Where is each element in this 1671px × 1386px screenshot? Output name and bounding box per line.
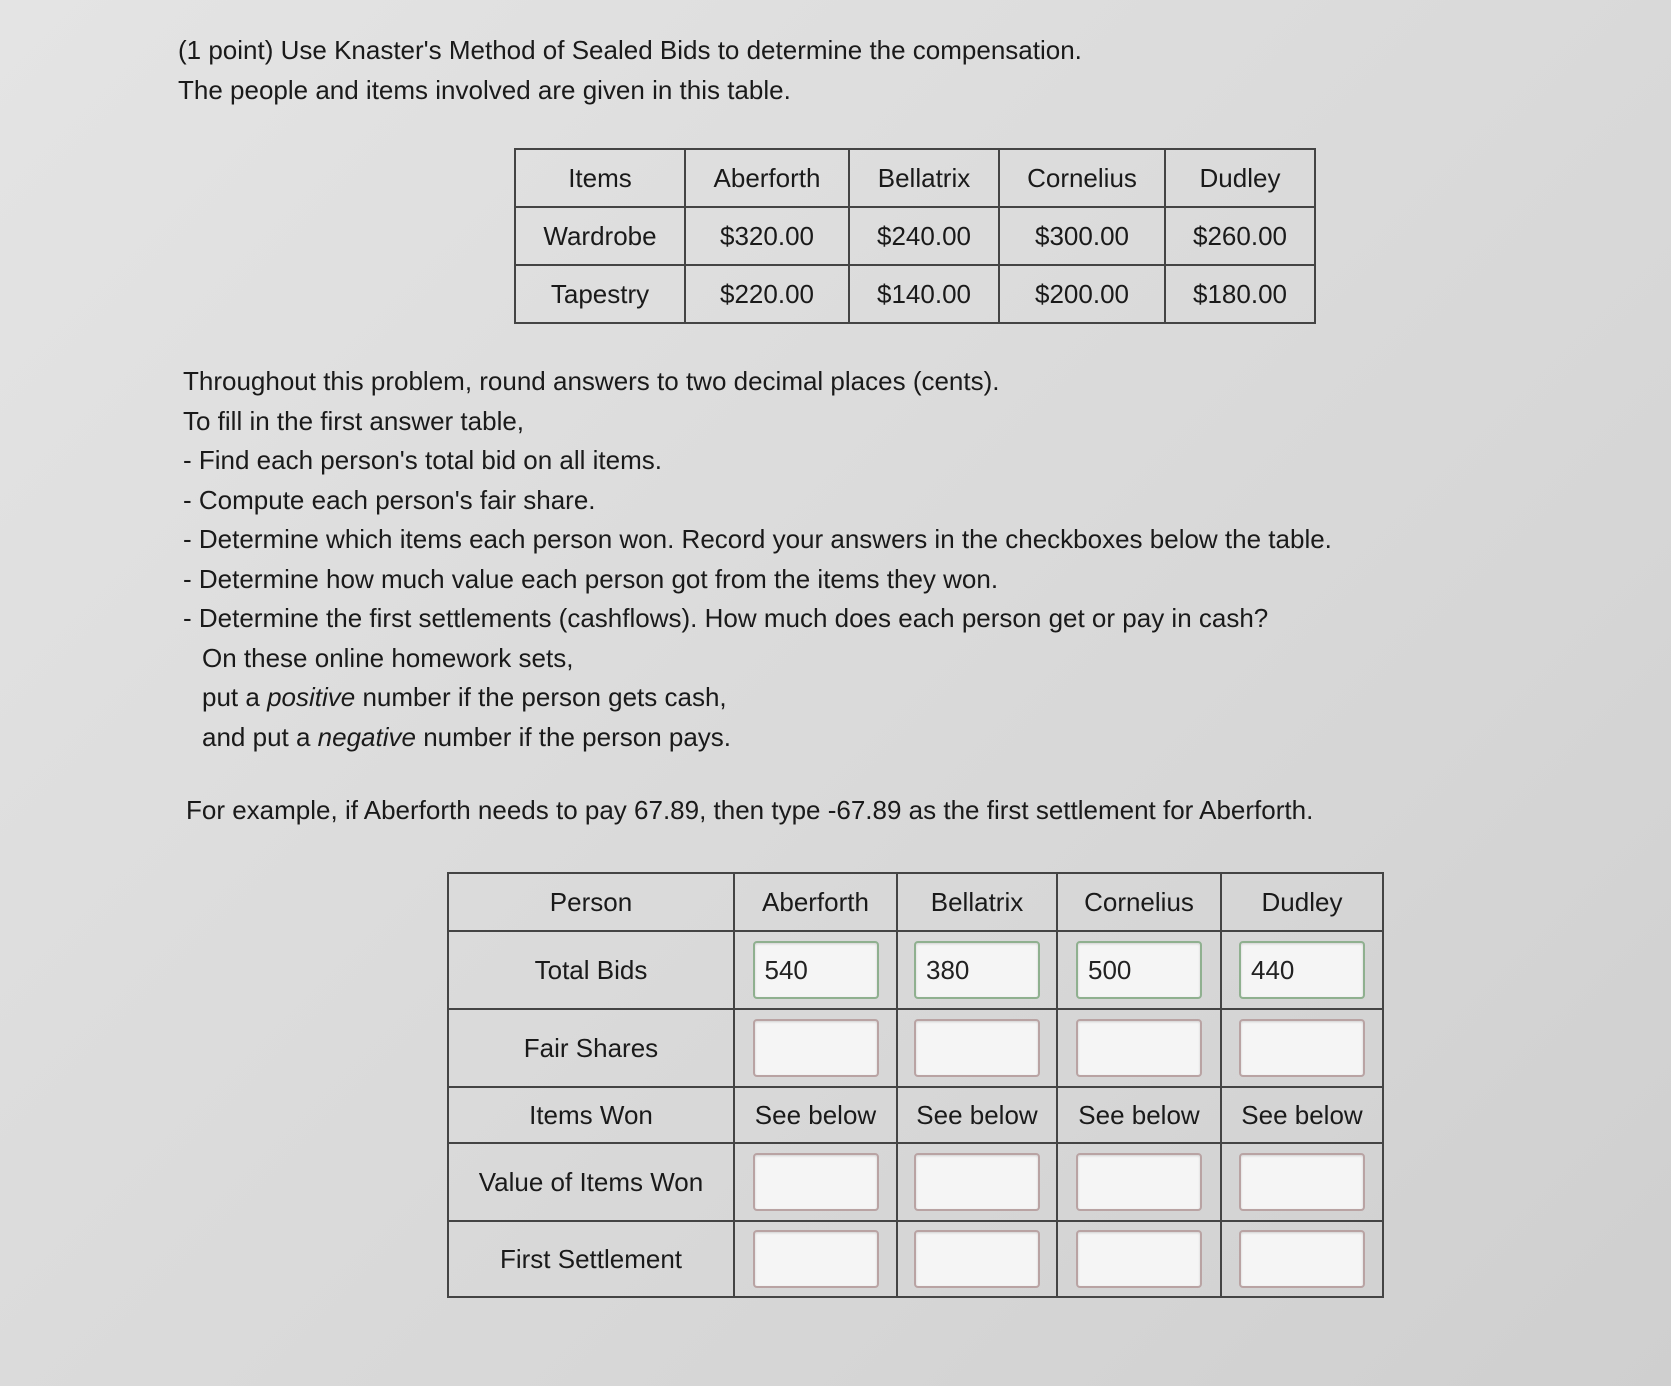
bid-cell: $200.00 — [999, 265, 1165, 323]
bids-table-header — [515, 149, 1315, 207]
bid-cell: $240.00 — [849, 207, 999, 265]
fair-share-input-aberforth[interactable] — [753, 1019, 879, 1077]
value-won-input-aberforth[interactable] — [753, 1153, 879, 1211]
value-won-input-dudley[interactable] — [1239, 1153, 1365, 1211]
header-cell: Dudley — [1165, 149, 1315, 207]
emphasis-positive: positive — [267, 682, 356, 712]
instruction-line: - Determine the first settlements (cashflows). How much does each person get or pay in cash? — [183, 603, 1269, 633]
total-bids-input-dudley[interactable] — [1239, 941, 1365, 999]
header-cell: Aberforth — [734, 873, 897, 931]
header-cell: Bellatrix — [897, 873, 1057, 931]
example-text: For example, if Aberforth needs to pay 67.89, then type -67.89 as the first settlement for Aberforth. — [186, 795, 1314, 825]
items-won-cell: See below — [897, 1087, 1057, 1143]
instruction-line: - Find each person's total bid on all items. — [183, 445, 662, 475]
instructions — [183, 362, 1332, 757]
answer-table-header — [448, 873, 1383, 931]
settlement-input-aberforth[interactable] — [753, 1230, 879, 1288]
instruction-line: Throughout this problem, round answers to two decimal places (cents). — [183, 366, 1000, 396]
value-won-input-bellatrix[interactable] — [914, 1153, 1040, 1211]
table-row — [515, 207, 1315, 265]
header-cell: Aberforth — [685, 149, 849, 207]
fair-share-input-cornelius[interactable] — [1076, 1019, 1202, 1077]
header-cell: Person — [448, 873, 734, 931]
instruction-line: - Determine which items each person won. Record your answers in the checkboxes below the table. — [183, 524, 1332, 554]
heading-line-2: The people and items involved are given in this table. — [178, 75, 791, 105]
instruction-line — [183, 718, 1332, 758]
table-row — [448, 1221, 1383, 1297]
fair-share-input-dudley[interactable] — [1239, 1019, 1365, 1077]
instruction-line — [183, 678, 1332, 718]
table-row — [448, 1087, 1383, 1143]
bid-cell: $320.00 — [685, 207, 849, 265]
table-row — [515, 265, 1315, 323]
settlement-input-dudley[interactable] — [1239, 1230, 1365, 1288]
header-cell: Dudley — [1221, 873, 1383, 931]
row-label: Value of Items Won — [448, 1143, 734, 1221]
row-label: First Settlement — [448, 1221, 734, 1297]
instruction-line: - Determine how much value each person got from the items they won. — [183, 563, 999, 594]
settlement-input-cornelius[interactable] — [1076, 1230, 1202, 1288]
bid-cell: $140.00 — [849, 265, 999, 323]
settlement-input-bellatrix[interactable] — [914, 1230, 1040, 1288]
bids-table — [514, 148, 1316, 324]
table-row — [448, 1143, 1383, 1221]
header-cell: Cornelius — [1057, 873, 1221, 931]
heading-line-1: (1 point) Use Knaster's Method of Sealed Bids to determine the compensation. — [178, 35, 1082, 65]
total-bids-input-cornelius[interactable] — [1076, 941, 1202, 999]
row-label: Fair Shares — [448, 1009, 734, 1087]
total-bids-input-aberforth[interactable] — [753, 941, 879, 999]
instruction-text: put a — [202, 682, 268, 712]
problem-heading — [178, 30, 1082, 110]
fair-share-input-bellatrix[interactable] — [914, 1019, 1040, 1077]
instruction-text: number if the person pays. — [415, 721, 732, 752]
instruction-text: number if the person gets cash, — [355, 682, 727, 712]
header-cell: Items — [515, 149, 685, 207]
bid-cell: $260.00 — [1165, 207, 1315, 265]
row-label: Total Bids — [448, 931, 734, 1009]
items-won-cell: See below — [734, 1087, 897, 1143]
instruction-line: - Compute each person's fair share. — [183, 484, 596, 515]
bid-cell: $300.00 — [999, 207, 1165, 265]
item-name-cell: Tapestry — [515, 265, 685, 323]
emphasis-negative: negative — [317, 721, 416, 752]
item-name-cell: Wardrobe — [515, 207, 685, 265]
table-row — [448, 931, 1383, 1009]
bid-cell: $180.00 — [1165, 265, 1315, 323]
header-cell: Bellatrix — [849, 149, 999, 207]
table-row — [448, 1009, 1383, 1087]
instruction-line: On these online homework sets, — [202, 642, 574, 673]
instruction-text: and put a — [202, 721, 318, 752]
items-won-cell: See below — [1057, 1087, 1221, 1143]
items-won-cell: See below — [1221, 1087, 1383, 1143]
instruction-line: To fill in the first answer table, — [183, 405, 525, 436]
bid-cell: $220.00 — [685, 265, 849, 323]
header-cell: Cornelius — [999, 149, 1165, 207]
value-won-input-cornelius[interactable] — [1076, 1153, 1202, 1211]
total-bids-input-bellatrix[interactable] — [914, 941, 1040, 999]
row-label: Items Won — [448, 1087, 734, 1143]
answer-table — [447, 872, 1384, 1298]
